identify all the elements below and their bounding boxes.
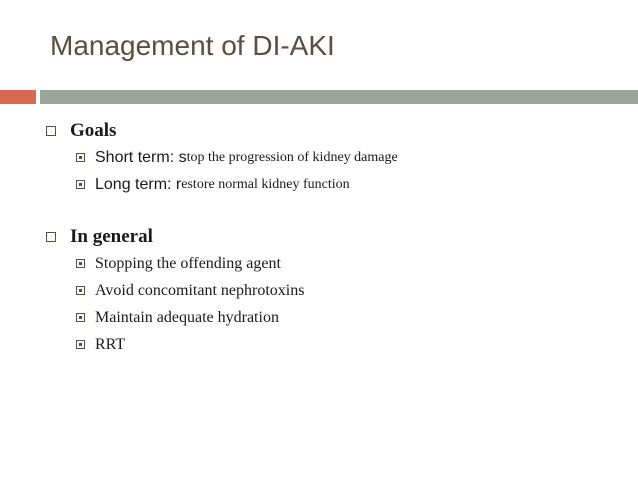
filled-square-icon — [76, 259, 85, 268]
bullet-in-general-label: In general — [70, 226, 153, 247]
sub-bullet-text: Stopping the offending agent — [95, 254, 281, 272]
sub-bullet-long-term — [76, 171, 626, 198]
hollow-square-icon — [46, 126, 56, 136]
short-term-lead: Short term: s — [95, 148, 187, 166]
sub-bullet-rrt — [76, 331, 626, 358]
hollow-square-icon — [46, 232, 56, 242]
slide-body — [46, 118, 626, 358]
title-divider-bar — [40, 90, 638, 104]
bullet-goals — [46, 118, 626, 144]
sub-bullet-avoid-nephrotoxins — [76, 277, 626, 304]
section-spacer — [46, 198, 626, 224]
long-term-text: estore normal kidney function — [181, 176, 350, 192]
bullet-in-general — [46, 224, 626, 250]
filled-square-icon — [76, 286, 85, 295]
title-accent-bar — [0, 90, 36, 104]
bullet-goals-label: Goals — [70, 120, 117, 141]
sub-bullet-text: Maintain adequate hydration — [95, 308, 279, 326]
filled-square-icon — [76, 180, 85, 189]
sub-bullet-short-term — [76, 144, 626, 171]
sub-bullet-hydration — [76, 304, 626, 331]
filled-square-icon — [76, 153, 85, 162]
sub-bullet-stopping-agent — [76, 250, 626, 277]
sub-bullet-text: Avoid concomitant nephrotoxins — [95, 281, 305, 299]
long-term-lead: Long term: r — [95, 175, 182, 193]
slide-title: Management of DI-AKI — [50, 30, 335, 61]
filled-square-icon — [76, 340, 85, 349]
short-term-text: top the progression of kidney damage — [186, 149, 398, 165]
sub-bullet-text: RRT — [95, 335, 126, 353]
filled-square-icon — [76, 313, 85, 322]
